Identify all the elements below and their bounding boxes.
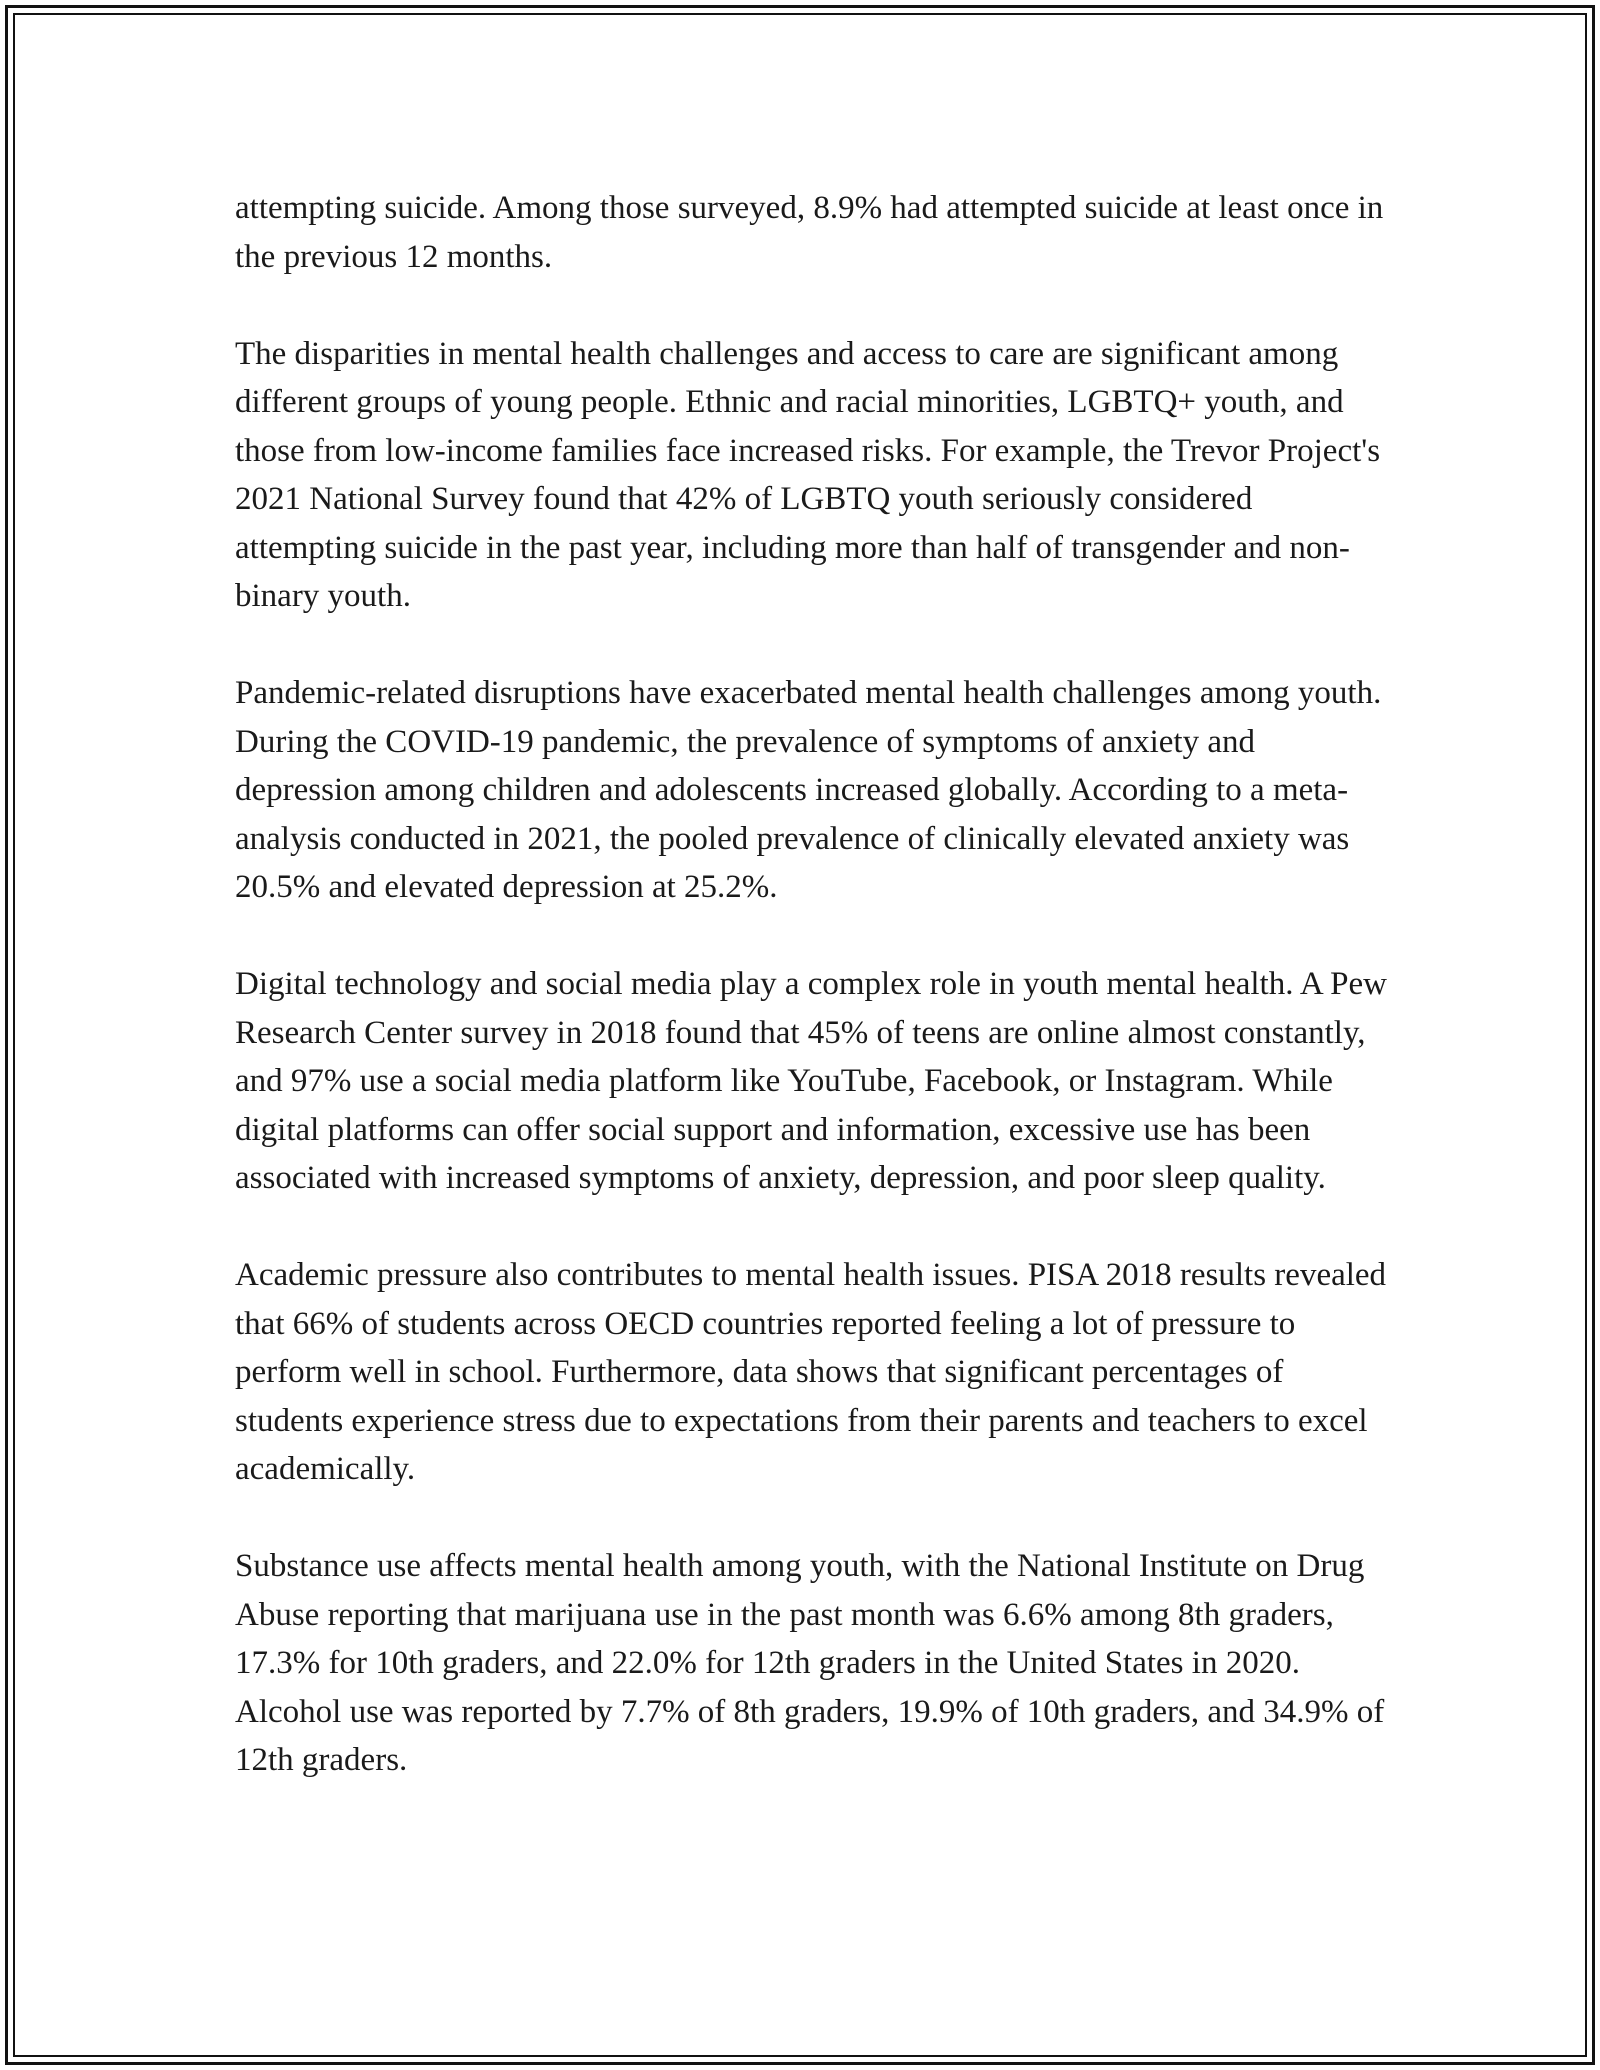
document-body	[235, 184, 1395, 1833]
paragraph-substance-use: Substance use affects mental health among youth, with the National Institute on Drug Abuse reporting that marijuana use in the past month was 6.6% among 8th graders, 17.3% for 10th graders, and 22.0% for 12th graders in the United States in 2020. Alcohol use was reported by 7.7% of 8th graders, 19.9% of 10th graders, and 34.9% of 12th graders.	[235, 1548, 1385, 1778]
paragraph-disparities: The disparities in mental health challenges and access to care are significant among different groups of young people. Ethnic and racial minorities, LGBTQ+ youth, and those from low-income families face increased risks. For example, the Trevor Project's 2021 National Survey found that 42% of LGBTQ youth seriously considered attempting suicide in the past year, including more than half of transgender and non-binary youth.	[235, 335, 1381, 614]
paragraph-digital-technology: Digital technology and social media play a complex role in youth mental health. A Pew Research Center survey in 2018 found that 45% of teens are online almost constantly, and 97% use a social media platform like YouTube, Facebook, or Instagram. While digital platforms can offer social support and information, excessive use has been associated with increased symptoms of anxiety, depression, and poor sleep quality.	[235, 966, 1387, 1196]
paragraph-pandemic: Pandemic-related disruptions have exacerbated mental health challenges among youth. During the COVID-19 pandemic, the prevalence of symptoms of anxiety and depression among children and adolescents increased globally. According to a meta-analysis conducted in 2021, the pooled prevalence of clinically elevated anxiety was 20.5% and elevated depression at 25.2%.	[235, 675, 1382, 905]
paragraph-academic-pressure: Academic pressure also contributes to mental health issues. PISA 2018 results revealed that 66% of students across OECD countries reported feeling a lot of pressure to perform well in school. Furthermore, data shows that significant percentages of students experience stress due to expectations from their parents and teachers to excel academically.	[235, 1257, 1387, 1487]
paragraph-suicide-attempts: attempting suicide. Among those surveyed, 8.9% had attempted suicide at least once in the previous 12 months.	[235, 190, 1384, 275]
